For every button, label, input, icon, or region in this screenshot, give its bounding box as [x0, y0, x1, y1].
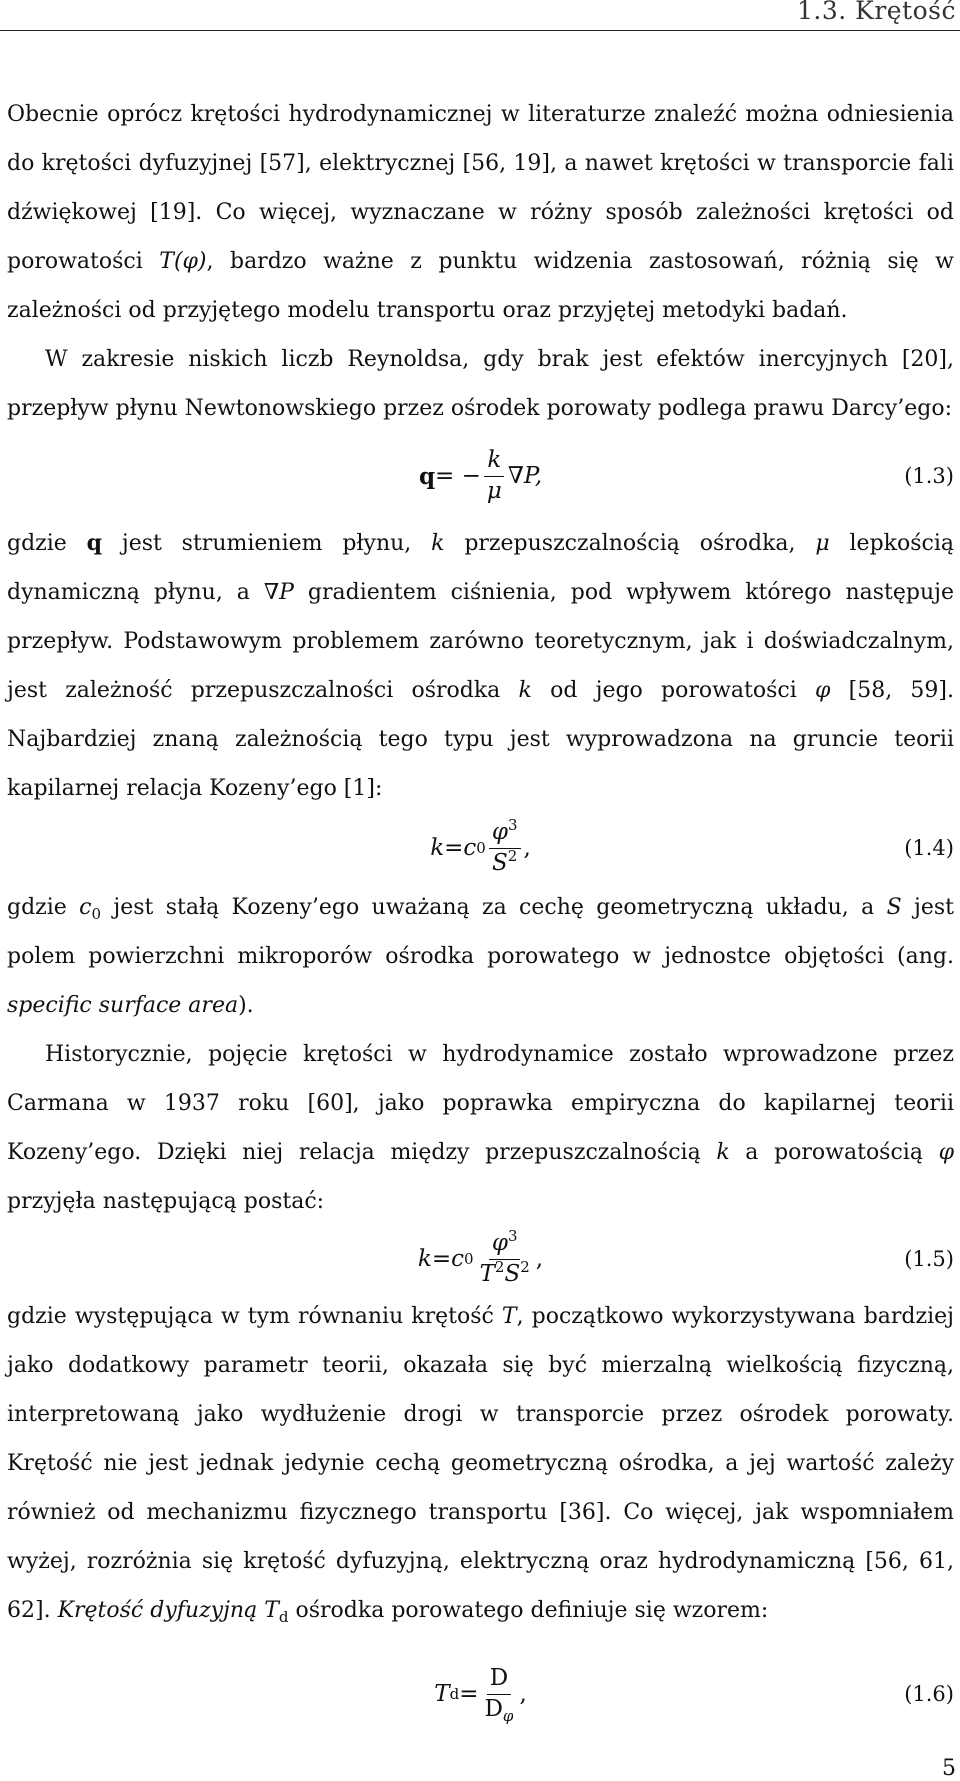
- fraction: $\frac{\varphi^3}{S^2}$: [489, 820, 521, 876]
- page-body: [7, 90, 954, 1753]
- equation-number: (1.4): [904, 836, 954, 860]
- paragraph-1: Obecnie oprócz krętości hydrodynamicznej w literaturze znaleźć można odniesienia do krętości dyfuzyjnej [57], elektrycznej [56, 19], a nawet krętości w transporcie fali dźwiękowej [19]. Co więcej, wyznaczane w różny sposób zależności krętości od porowatości T(φ), bardzo ważne z punktu widzenia zastosowań, różnią się w zależności od przyjętego modelu transportu oraz przyjętej metodyki badań.: [7, 102, 954, 323]
- equation-number: (1.5): [904, 1247, 954, 1271]
- equation-number: (1.3): [904, 464, 954, 488]
- equation-1-5: k = c 0 $\frac{\varphi^3}{T^2S^2}$ , (1.5): [417, 1227, 954, 1287]
- equation-1-4: k = c 0 $\frac{\varphi^3}{S^2}$ , (1.4): [430, 816, 954, 876]
- paragraph-2: W zakresie niskich liczb Reynoldsa, gdy brak jest efektów inercyjnych [20], przepływ płynu Newtonowskiego przez ośrodek porowaty podlega prawu Darcy’ego:: [7, 347, 954, 421]
- equation-1-3: q = − $\frac{k}{\mu}$ ∇P, (1.3): [418, 447, 954, 504]
- fraction: $\frac{\varphi^3}{T^2S^2}$: [479, 1227, 530, 1287]
- paragraph-3: gdzie q jest strumieniem płynu, k przepuszczalnością ośrodka, μ lepkością dynamiczną płynu, a ∇P gradientem ciśnienia, pod wpływem którego następuje przepływ. Podstawowym problemem zarówno teoretycznym, jak i doświadczalnym, jest zależność przepuszczalności ośrodka k od jego porowatości φ [58, 59]. Najbardziej znaną zależnością tego typu jest wyprowadzona na gruncie teorii kapilarnej relacja Kozeny’ego [1]:: [7, 530, 954, 801]
- fraction: $\frac{D}{D_\varphi}$: [484, 1665, 514, 1725]
- header-rule: [0, 30, 960, 31]
- page-number: 5: [942, 1756, 956, 1781]
- paragraph-6: gdzie występująca w tym równaniu krętość T, początkowo wykorzystywana bardziej jako dodatkowy parametr teorii, okazała się być mierzalną wielkością fizyczną, interpretowaną jako wydłużenie drogi w transporcie przez ośrodek porowaty. Krętość nie jest jednak jedynie cechą geometryczną ośrodka, a jej wartość zależy również od mechanizmu fizycznego transportu [36]. Co więcej, jak wspomniałem wyżej, rozróżnia się krętość dyfuzyjną, elektryczną oraz hydrodynamiczną [56, 61, 62]. Krętość dyfuzyjną $T_d$ ośrodka porowatego definiuje się wzorem:: [7, 1304, 954, 1626]
- running-header: 1.3. Krętość: [796, 0, 956, 25]
- paragraph-5: Historycznie, pojęcie krętości w hydrodynamice zostało wprowadzone przez Carmana w 1937 roku [60], jako poprawka empiryczna do kapilarnej teorii Kozeny’ego. Dzięki niej relacja między przepuszczalnością k a porowatością φ przyjęła następującą postać:: [7, 1042, 954, 1214]
- paragraph-4: gdzie $c_0$ jest stałą Kozeny’ego uważaną za cechę geometryczną układu, a S jest polem powierzchni mikroporów ośrodka porowatego w jednostce objętości (ang. specific surface area).: [7, 895, 955, 1018]
- equation-1-6: T d = $\frac{D}{D_\varphi}$ , (1.6): [434, 1665, 954, 1725]
- fraction: $\frac{k}{\mu}$: [484, 448, 505, 504]
- equation-number: (1.6): [904, 1682, 954, 1706]
